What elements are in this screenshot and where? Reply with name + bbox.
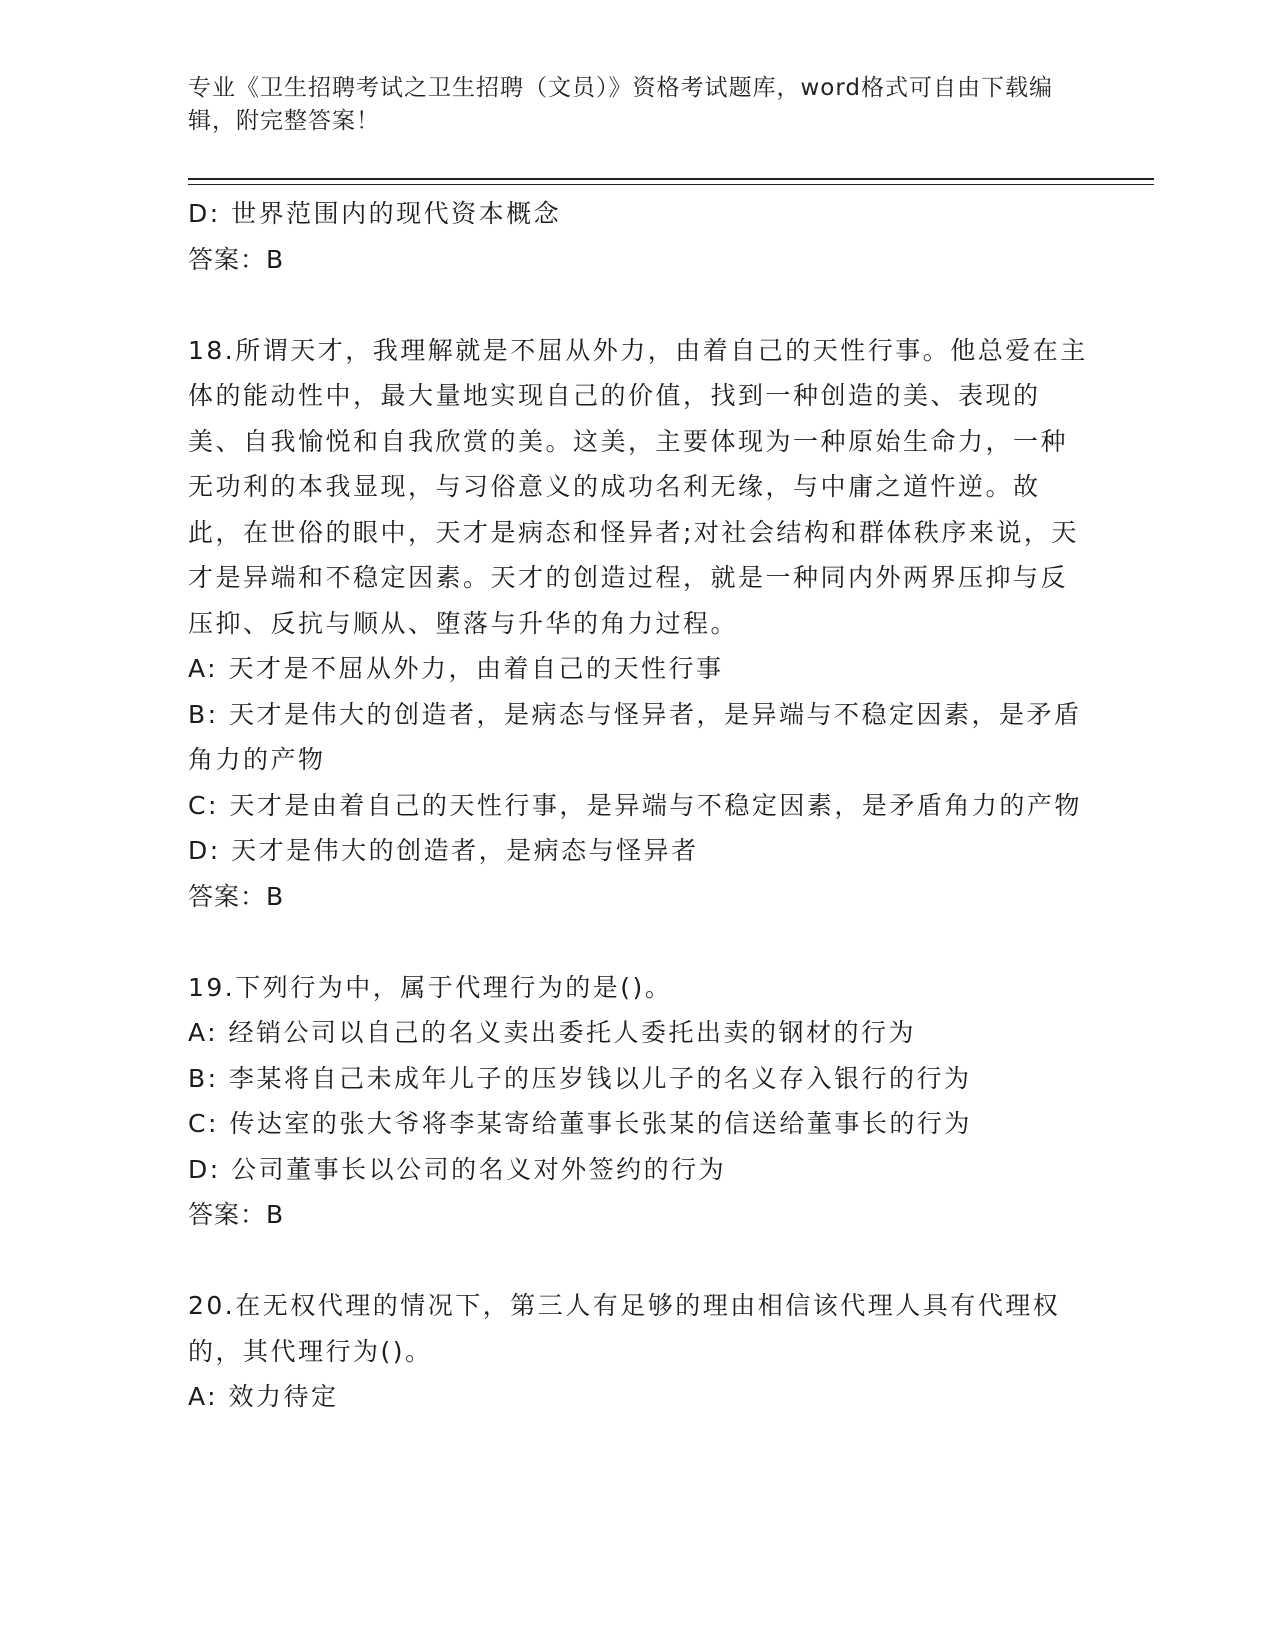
q18-option-a: A: 天才是不屈从外力，由着自己的天性行事 — [188, 654, 724, 683]
prev-answer: 答案：B — [188, 244, 285, 274]
q18-option-d: D: 天才是伟大的创造者，是病态与怪异者 — [188, 836, 699, 865]
prev-option-d: D: 世界范围内的现代资本概念 — [188, 199, 562, 228]
q19-answer: 答案：B — [188, 1200, 285, 1229]
spacer — [188, 919, 1088, 965]
q20-option-a: A: 效力待定 — [188, 1382, 339, 1411]
question-content — [188, 191, 1088, 1420]
header-rule-thin — [188, 184, 1154, 185]
q18-option-c: C: 天才是由着自己的天性行事，是异端与不稳定因素，是矛盾角力的产物 — [188, 790, 1082, 820]
q19-stem: 19.下列行为中，属于代理行为的是()。 — [188, 972, 673, 1002]
q18-stem: 18.所谓天才，我理解就是不屈从外力，由着自己的天性行事。他总爱在主体的能动性中，最大量地实现自己的价值，找到一种创造的美、表现的美、自我愉悦和自我欣赏的美。这美，主要体现为一种原始生命力，一种无功利的本我显现，与习俗意义的成功名利无缘，与中庸之道忤逆。故此，在世俗的眼中，天才是病态和怪异者;对社会结构和群体秩序来说，天才是异端和不稳定因素。天才的创造过程，就是一种同内外两界压抑与反压抑、反抗与顺从、堕落与升华的角力过程。 — [188, 335, 1088, 638]
spacer — [188, 1238, 1088, 1284]
header-rule-thick — [188, 178, 1154, 180]
document-header: 专业《卫生招聘考试之卫生招聘（文员）》资格考试题库，word格式可自由下载编辑，附完整答案！ — [188, 75, 1054, 134]
q19-option-c: C: 传达室的张大爷将李某寄给董事长张某的信送给董事长的行为 — [188, 1109, 972, 1138]
q18-answer: 答案：B — [188, 881, 285, 911]
q18-option-b: B: 天才是伟大的创造者，是病态与怪异者，是异端与不稳定因素，是矛盾角力的产物 — [188, 699, 1082, 774]
q19-option-d: D: 公司董事长以公司的名义对外签约的行为 — [188, 1154, 727, 1184]
q20-stem: 20.在无权代理的情况下，第三人有足够的理由相信该代理人具有代理权的，其代理行为()。 — [188, 1291, 1061, 1366]
q19-option-b: B: 李某将自己未成年儿子的压岁钱以儿子的名义存入银行的行为 — [188, 1063, 972, 1093]
q19-option-a: A: 经销公司以自己的名义卖出委托人委托出卖的钢材的行为 — [188, 1018, 917, 1047]
spacer — [188, 282, 1088, 328]
